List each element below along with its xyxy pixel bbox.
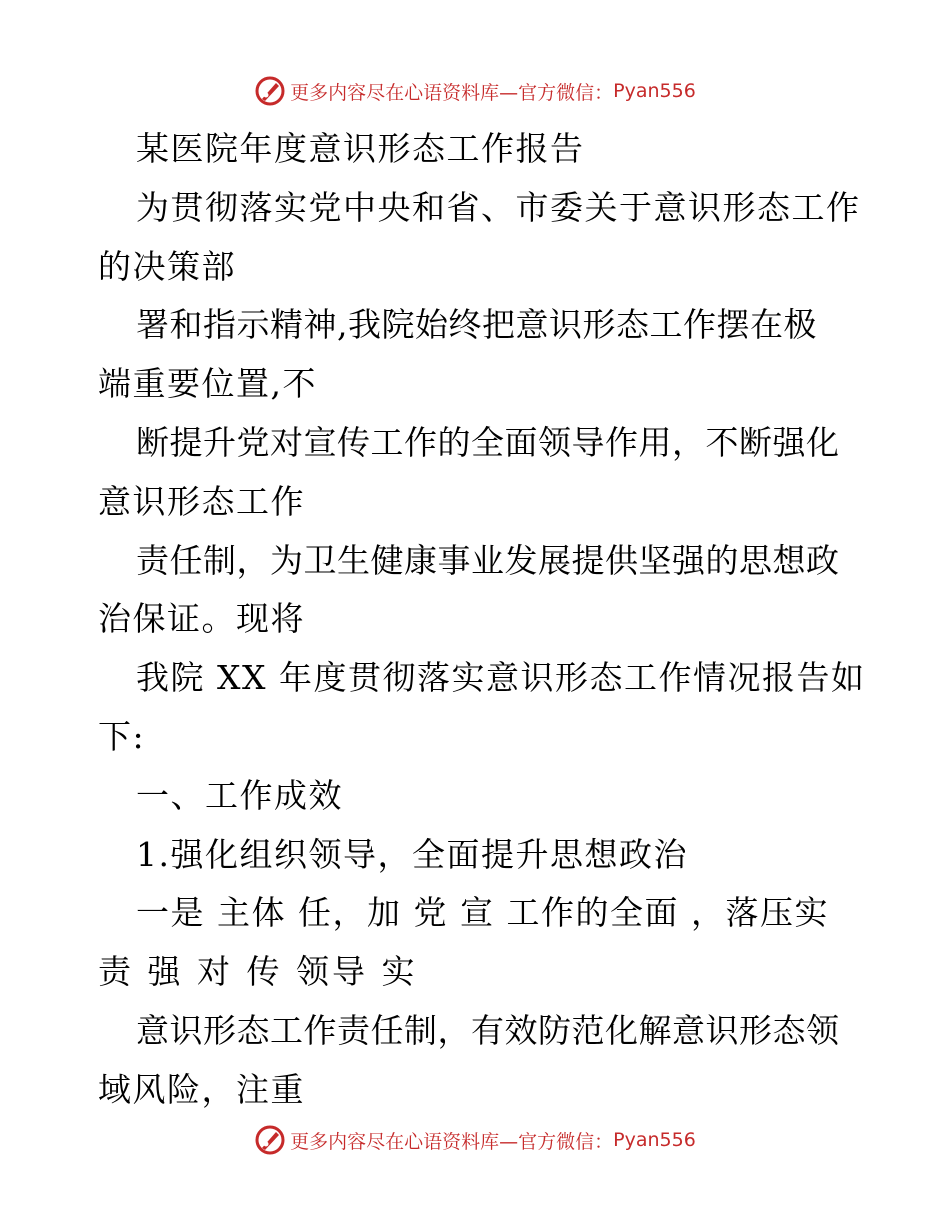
text-line: 责任制，为卫生健康事业发展提供坚强的思想政 [136,540,840,580]
text-line: 的决策部 [98,246,236,286]
quill-logo-icon [254,1124,286,1156]
text-line: 域风险，注重 [98,1069,305,1109]
text-line: 一是 主体 任，加 党 宣 工作的全面 ，落压实 [136,893,829,933]
text-line: 端重要位置,不 [98,364,317,404]
text-line: 意识形态工作责任制，有效防范化解意识形态领 [136,1010,840,1050]
document-body [98,120,866,1120]
header-banner [0,71,950,111]
text-line: 意识形态工作 [98,481,305,521]
banner-text: 更多内容尽在心语资料库—官方微信： [290,81,614,104]
wechat-id: Pyan556 [613,80,696,102]
document-title: 某医院年度意识形态工作报告 [136,129,585,168]
text-line: 治保证。现将 [98,599,305,639]
footer-banner [0,1120,950,1160]
text-line: 为贯彻落实党中央和省、市委关于意识形态工作 [136,187,861,227]
text-line: 下: [98,716,146,756]
text-line: 署和指示精神,我院始终把意识形态工作摆在极 [136,305,817,345]
section-heading: 一、工作成效 [136,775,343,815]
quill-logo-icon [254,75,286,107]
text-line: 断提升党对宣传工作的全面领导作用，不断强化 [136,422,840,462]
text-line: 责 强 对 传 领导 实 [98,952,418,992]
text-line: 我院 XX 年度贯彻落实意识形态工作情况报告如 [136,658,866,698]
wechat-id: Pyan556 [613,1129,696,1151]
banner-text: 更多内容尽在心语资料库—官方微信： [290,1130,614,1153]
subsection-heading: 1.强化组织领导，全面提升思想政治 [136,834,688,874]
